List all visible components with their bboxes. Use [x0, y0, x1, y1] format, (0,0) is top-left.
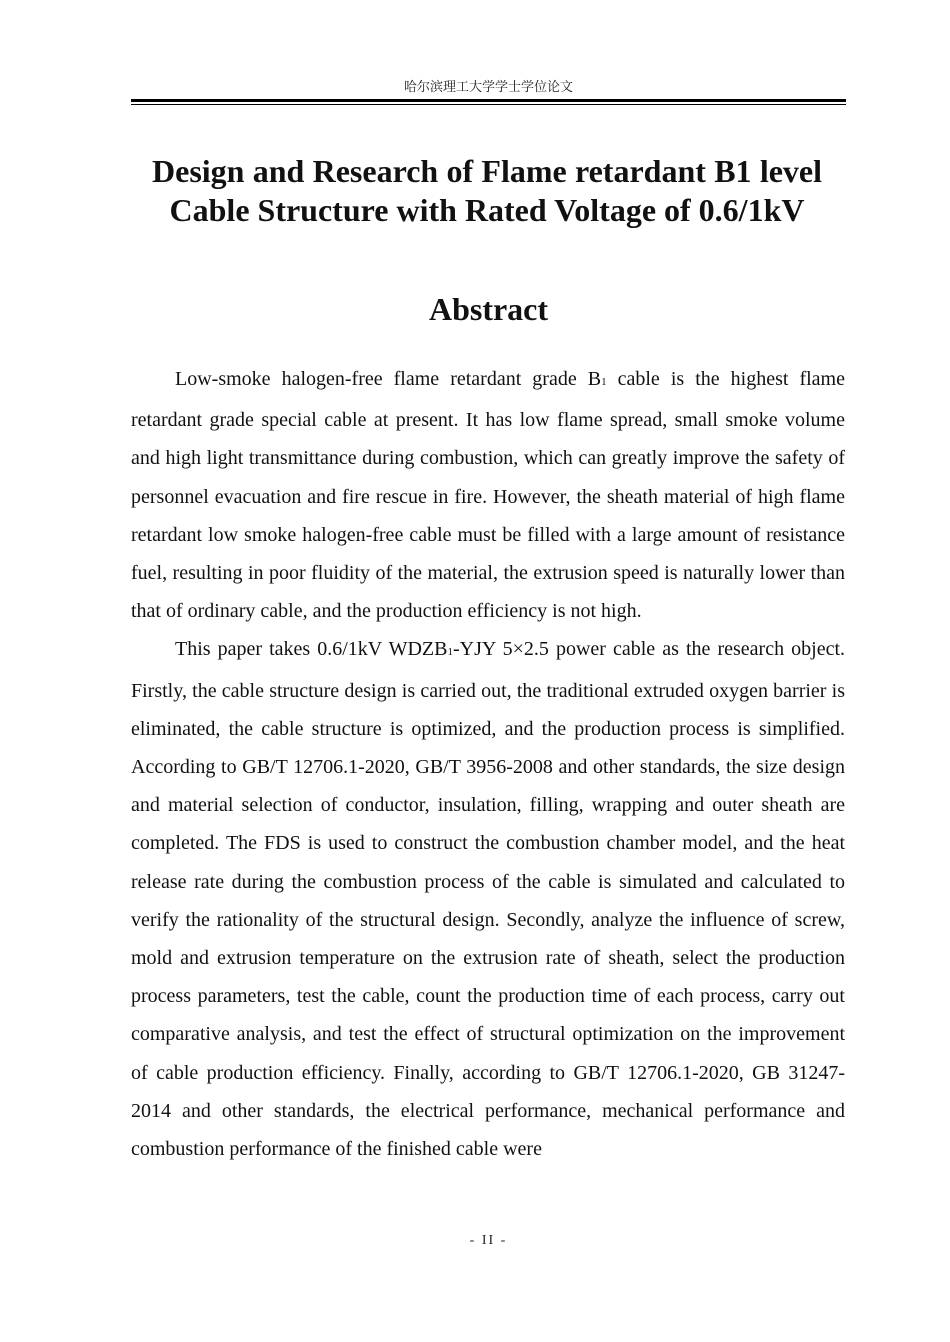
abstract-body [131, 360, 845, 1168]
paragraph-text: cable is the highest flame retardant grade special cable at present. It has low flame spread, small smoke volume and high light transmittance during combustion, which can greatly improve the safety of personnel evacuation and fire rescue in fire. However, the sheath material of high flame retardant low smoke halogen-free cable must be filled with a large amount of resistance fuel, resulting in poor fluidity of the material, the extrusion speed is naturally lower than that of ordinary cable, and the production efficiency is not high. [131, 368, 845, 623]
thesis-title: Design and Research of Flame retardant B1 level Cable Structure with Rated Voltage of 0.6/1kV [152, 153, 822, 228]
paragraph-text: -YJY 5×2.5 power cable as the research object. Firstly, the cable structure design is carried out, the traditional extruded oxygen barrier is eliminated, the cable structure is optimized, and the production process is simplified. According to GB/T 12706.1-2020, GB/T 3956-2008 and other standards, the size design and material selection of conductor, insulation, filling, wrapping and outer sheath are completed. The FDS is used to construct the combustion chamber model, and the heat release rate during the combustion process of the cable is simulated and calculated to verify the rationality of the structural design. Secondly, analyze the influence of screw, mold and extrusion temperature on the extrusion rate of sheath, select the production process parameters, test the cable, count the production time of each process, carry out comparative analysis, and test the effect of structural optimization on the improvement of cable production efficiency. Finally, according to GB/T 12706.1-2020, GB 31247-2014 and other standards, the electrical performance, mechanical performance and combustion performance of the finished cable were [131, 638, 846, 1161]
abstract-paragraph-2 [131, 630, 845, 1168]
paragraph-text: This paper takes 0.6/1kV WDZB [175, 638, 448, 661]
header-rule-thin [131, 104, 846, 105]
subscript: 1 [447, 646, 453, 659]
paragraph-text: Low-smoke halogen-free flame retardant grade B [175, 368, 602, 390]
subscript: 1 [601, 376, 607, 388]
abstract-heading: Abstract [428, 291, 549, 327]
running-header: 哈尔滨理工大学学士学位论文 [403, 80, 573, 95]
header-rule-thick [131, 99, 846, 102]
abstract-paragraph-1 [131, 360, 845, 630]
page-number: - II - [469, 1233, 508, 1248]
